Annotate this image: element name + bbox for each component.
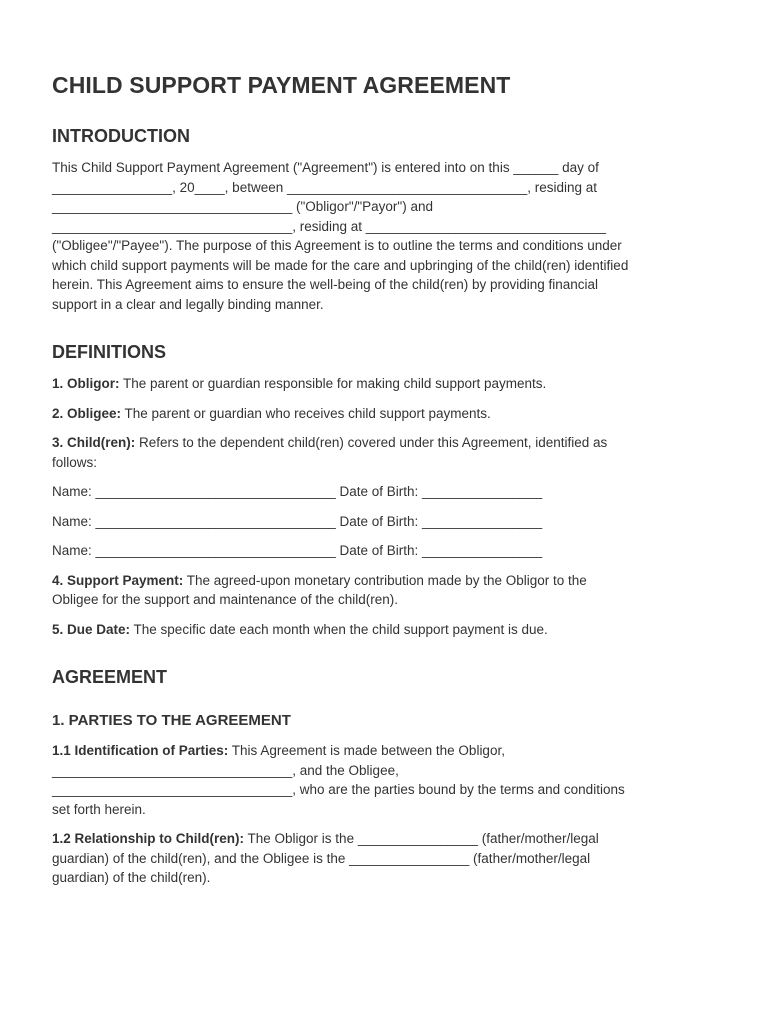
definition-line: follows: [52, 454, 98, 470]
definition-text: The parent or guardian responsible for making child support payments. [119, 376, 547, 391]
definition-term: 3. Child(ren): [52, 435, 136, 450]
clause-term: 1.1 Identification of Parties: [52, 743, 229, 758]
definition-term: 2. Obligee: [52, 405, 122, 421]
introduction-paragraph [52, 158, 722, 314]
clause-line [52, 741, 722, 761]
clause-text: The Obligor is the ________________ (father/mother/legal [244, 831, 599, 846]
clause-line: set forth herein. [52, 801, 146, 817]
intro-line: ________________________________ ("Obligor"/"Payor") and [52, 199, 433, 214]
definition-children [52, 433, 722, 472]
definition-text: The parent or guardian who receives child support payments. [121, 405, 491, 421]
definition-line [52, 571, 722, 591]
definition-support-payment [52, 571, 722, 610]
intro-line: support in a clear and legally binding manner. [52, 296, 324, 312]
clause-text: This Agreement is made between the Obligor, [228, 743, 505, 758]
definition-text: Refers to the dependent child(ren) covered under this Agreement, identified as [135, 435, 608, 450]
clause-line: guardian) of the child(ren). [52, 870, 211, 885]
clause-line: ________________________________, who are the parties bound by the terms and conditions [52, 782, 625, 797]
definition-text: The agreed-upon monetary contribution made by the Obligor to the [183, 572, 587, 588]
child-entry-row: Name: ________________________________ Date of Birth: ________________ [52, 543, 543, 558]
parties-heading: 1. PARTIES TO THE AGREEMENT [52, 712, 291, 729]
intro-line: This Child Support Payment Agreement ("Agreement") is entered into on this ______ day of [52, 160, 599, 175]
intro-line: ________________________________, residing at ________________________________ [52, 218, 607, 234]
definition-text: The specific date each month when the child support payment is due. [130, 621, 548, 637]
clause-term: 1.2 Relationship to Child(ren): [52, 831, 245, 846]
child-entry-row: Name: ________________________________ Date of Birth: ________________ [52, 513, 543, 529]
child-entry-row: Name: ________________________________ Date of Birth: ________________ [52, 484, 543, 499]
clause-line: guardian) of the child(ren), and the Obligee is the ________________ (father/mother/legal [52, 850, 591, 866]
identification-of-parties [52, 741, 722, 819]
relationship-to-children [52, 829, 722, 888]
agreement-heading: AGREEMENT [52, 667, 168, 687]
clause-line [52, 829, 722, 849]
clause-line: ________________________________, and the Obligee, [52, 762, 399, 778]
definition-term: 4. Support Payment: [52, 572, 184, 588]
definition-obligor [52, 374, 722, 394]
document-page [52, 70, 722, 888]
intro-line: herein. This Agreement aims to ensure the well-being of the child(ren) by providing financial [52, 277, 599, 292]
introduction-heading: INTRODUCTION [52, 126, 190, 146]
definition-term: 5. Due Date: [52, 621, 131, 637]
definition-line [52, 433, 722, 453]
intro-line: ("Obligee"/"Payee"). The purpose of this Agreement is to outline the terms and conditions under [52, 238, 622, 253]
definition-obligee [52, 404, 722, 424]
definition-due-date [52, 620, 722, 640]
definition-line: Obligee for the support and maintenance of the child(ren). [52, 592, 398, 607]
intro-line: ________________, 20____, between ________________________________, residing at [52, 179, 598, 195]
definitions-heading: DEFINITIONS [52, 342, 167, 362]
definition-term: 1. Obligor: [52, 376, 120, 391]
document-title: CHILD SUPPORT PAYMENT AGREEMENT [52, 72, 511, 98]
intro-line: which child support payments will be made for the care and upbringing of the child(ren) identified [52, 257, 629, 273]
